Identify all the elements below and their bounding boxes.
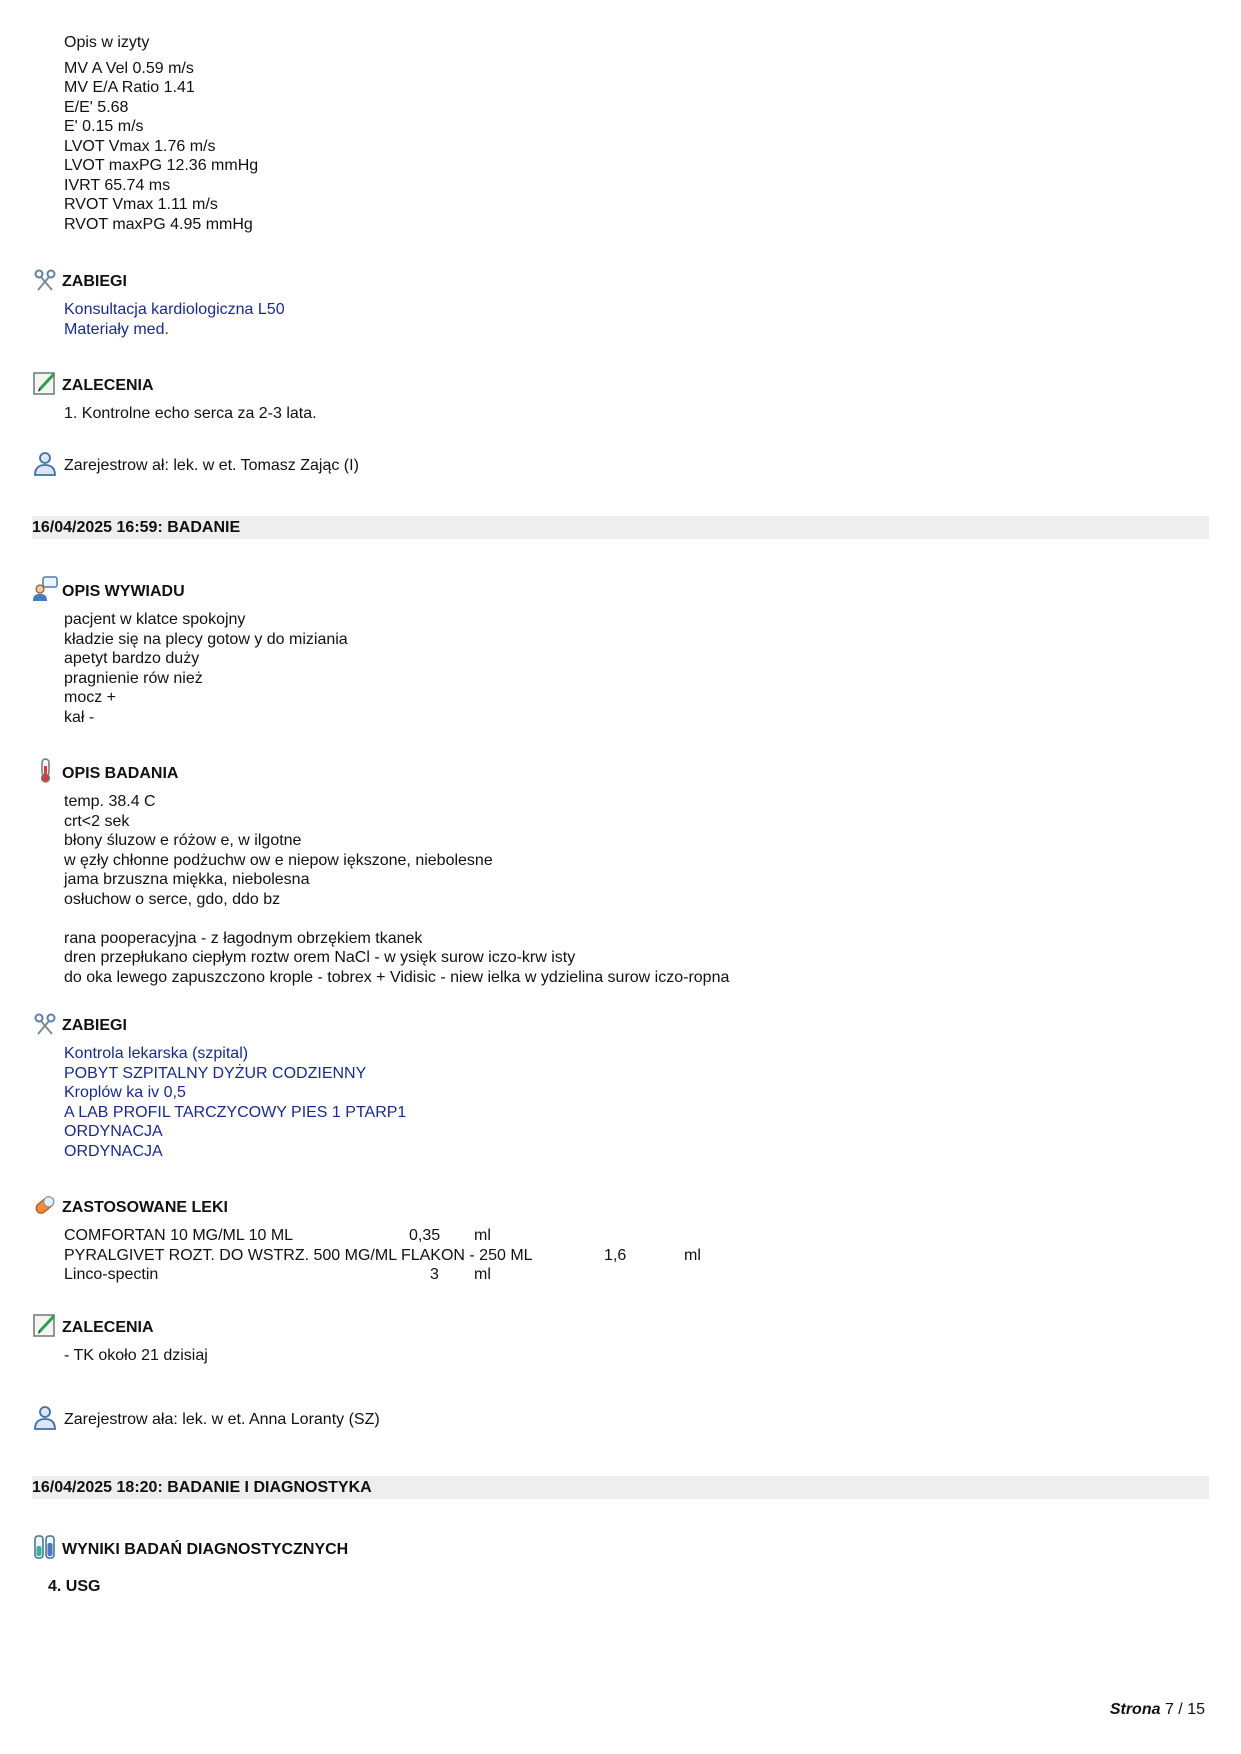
procedures-list (64, 1044, 406, 1161)
procedure-item[interactable]: POBYT SZPITALNY DYŻUR CODZIENNY (64, 1064, 367, 1082)
page-current: 7 (1164, 1701, 1174, 1718)
echo-measurement: IVRT 65.74 ms (64, 176, 171, 194)
results-item: 4. USG (48, 1578, 101, 1595)
interview-line: apetyt bardzo duży (64, 650, 200, 667)
procedures-heading (32, 1008, 127, 1036)
echo-measurement: LVOT Vmax 1.76 m/s (64, 137, 216, 155)
meds-heading (32, 1190, 228, 1218)
recommendations-list (64, 404, 317, 424)
pencil-note-icon (32, 370, 58, 396)
interview-list (64, 610, 348, 727)
doctor-icon (32, 1404, 58, 1430)
med-unit: ml (474, 1266, 491, 1283)
visit-description (64, 33, 258, 234)
scissors-icon (32, 1010, 58, 1036)
registered-by (32, 1402, 380, 1430)
recommendations-title: ZALECENIA (62, 1319, 154, 1336)
recommendations-heading (32, 1310, 154, 1338)
exam-line: crt<2 sek (64, 812, 130, 830)
procedures-title: ZABIEGI (62, 273, 127, 290)
interview-line: pacjent w klatce spokojny (64, 611, 246, 628)
echo-measurement: MV A Vel 0.59 m/s (64, 59, 194, 77)
echo-measurement: RVOT maxPG 4.95 mmHg (64, 215, 253, 233)
procedure-item[interactable]: ORDYNACJA (64, 1123, 163, 1140)
echo-measurement: MV E/A Ratio 1.41 (64, 79, 195, 96)
exam-line (64, 909, 729, 929)
meds-table (64, 1226, 701, 1285)
recommendations-heading (32, 368, 154, 396)
echo-measurement: E' 0.15 m/s (64, 118, 144, 135)
interview-line: kał - (64, 708, 95, 726)
echo-measurement: E/E' 5.68 (64, 98, 129, 116)
med-unit: ml (474, 1227, 491, 1244)
interview-line: mocz + (64, 689, 117, 706)
recommendations-title: ZALECENIA (62, 377, 154, 394)
registered-text: Zarejestrow ał: lek. w et. Tomasz Zając (I) (64, 457, 359, 474)
procedures-title: ZABIEGI (62, 1017, 127, 1034)
procedures-list (64, 300, 285, 339)
exam-line: w ęzły chłonne podżuchw ow e niepow iększone, niebolesne (64, 851, 493, 869)
procedure-item[interactable]: Kroplów ka iv 0,5 (64, 1084, 186, 1101)
recommendation-item: - TK około 21 dzisiaj (64, 1347, 208, 1364)
recommendation-item: 1. Kontrolne echo serca za 2-3 lata. (64, 405, 317, 422)
exam-line: temp. 38.4 C (64, 793, 156, 810)
thermometer-icon (32, 758, 58, 784)
page-separator: / (1178, 1701, 1183, 1718)
procedure-item[interactable]: Kontrola lekarska (szpital) (64, 1045, 249, 1062)
pill-icon (32, 1192, 58, 1218)
results-heading (32, 1532, 348, 1560)
entry-header: 16/04/2025 16:59: BADANIE (32, 516, 1209, 539)
procedure-item[interactable]: Materiały med. (64, 320, 169, 338)
procedure-item[interactable]: A LAB PROFIL TARCZYCOWY PIES 1 PTARP1 (64, 1103, 407, 1121)
pencil-note-icon (32, 1312, 58, 1338)
scissors-icon (32, 266, 58, 292)
procedure-item[interactable]: Konsultacja kardiologiczna L50 (64, 301, 285, 318)
page-number (1110, 1701, 1205, 1719)
registered-by (32, 448, 359, 476)
registered-text: Zarejestrow ała: lek. w et. Anna Loranty (SZ) (64, 1411, 380, 1428)
med-qty: 0,35 (409, 1227, 441, 1244)
exam-list (64, 792, 729, 987)
med-name: Linco-spectin (64, 1266, 159, 1283)
med-unit: ml (684, 1246, 701, 1264)
procedure-item[interactable]: ORDYNACJA (64, 1142, 163, 1160)
recommendations-list (64, 1346, 208, 1366)
med-row (64, 1246, 701, 1266)
visit-description-heading: Opis w izyty (64, 34, 150, 51)
med-row (64, 1226, 701, 1246)
exam-title: OPIS BADANIA (62, 765, 179, 782)
echo-measurement: LVOT maxPG 12.36 mmHg (64, 157, 259, 174)
med-qty: 1,6 (604, 1246, 627, 1264)
exam-line: błony śluzow e różow e, w ilgotne (64, 832, 302, 849)
exam-line: osłuchow o serce, gdo, ddo bz (64, 890, 281, 908)
doctor-icon (32, 450, 58, 476)
page-label: Strona (1109, 1701, 1161, 1718)
med-qty: 3 (430, 1266, 439, 1283)
meds-title: ZASTOSOWANE LEKI (62, 1199, 228, 1216)
interview-heading (32, 574, 185, 602)
exam-line: jama brzuszna miękka, niebolesna (64, 871, 310, 888)
results-title: WYNIKI BADAŃ DIAGNOSTYCZNYCH (62, 1541, 349, 1558)
interview-line: pragnienie rów nież (64, 669, 203, 687)
entry-header: 16/04/2025 18:20: BADANIE I DIAGNOSTYKA (32, 1476, 1209, 1499)
procedures-heading (32, 264, 127, 292)
interview-line: kładzie się na plecy gotow y do miziania (64, 630, 348, 648)
page-total: 15 (1187, 1701, 1205, 1718)
exam-heading (32, 756, 178, 784)
speech-person-icon (32, 576, 58, 602)
test-tubes-icon (32, 1534, 58, 1560)
med-row (64, 1265, 701, 1285)
interview-title: OPIS WYWIADU (62, 583, 185, 600)
med-name: PYRALGIVET ROZT. DO WSTRZ. 500 MG/ML FLAKON - 250 ML (64, 1246, 533, 1264)
echo-measurement: RVOT Vmax 1.11 m/s (64, 196, 218, 213)
exam-line: rana pooperacyjna - z łagodnym obrzękiem tkanek (64, 929, 423, 947)
med-name: COMFORTAN 10 MG/ML 10 ML (64, 1227, 294, 1244)
exam-line: dren przepłukano ciepłym roztw orem NaCl - w ysięk surow iczo-krw isty (64, 949, 576, 966)
exam-line: do oka lewego zapuszczono krople - tobrex + Vidisic - niew ielka w ydzielina surow iczo-ropna (64, 968, 730, 986)
